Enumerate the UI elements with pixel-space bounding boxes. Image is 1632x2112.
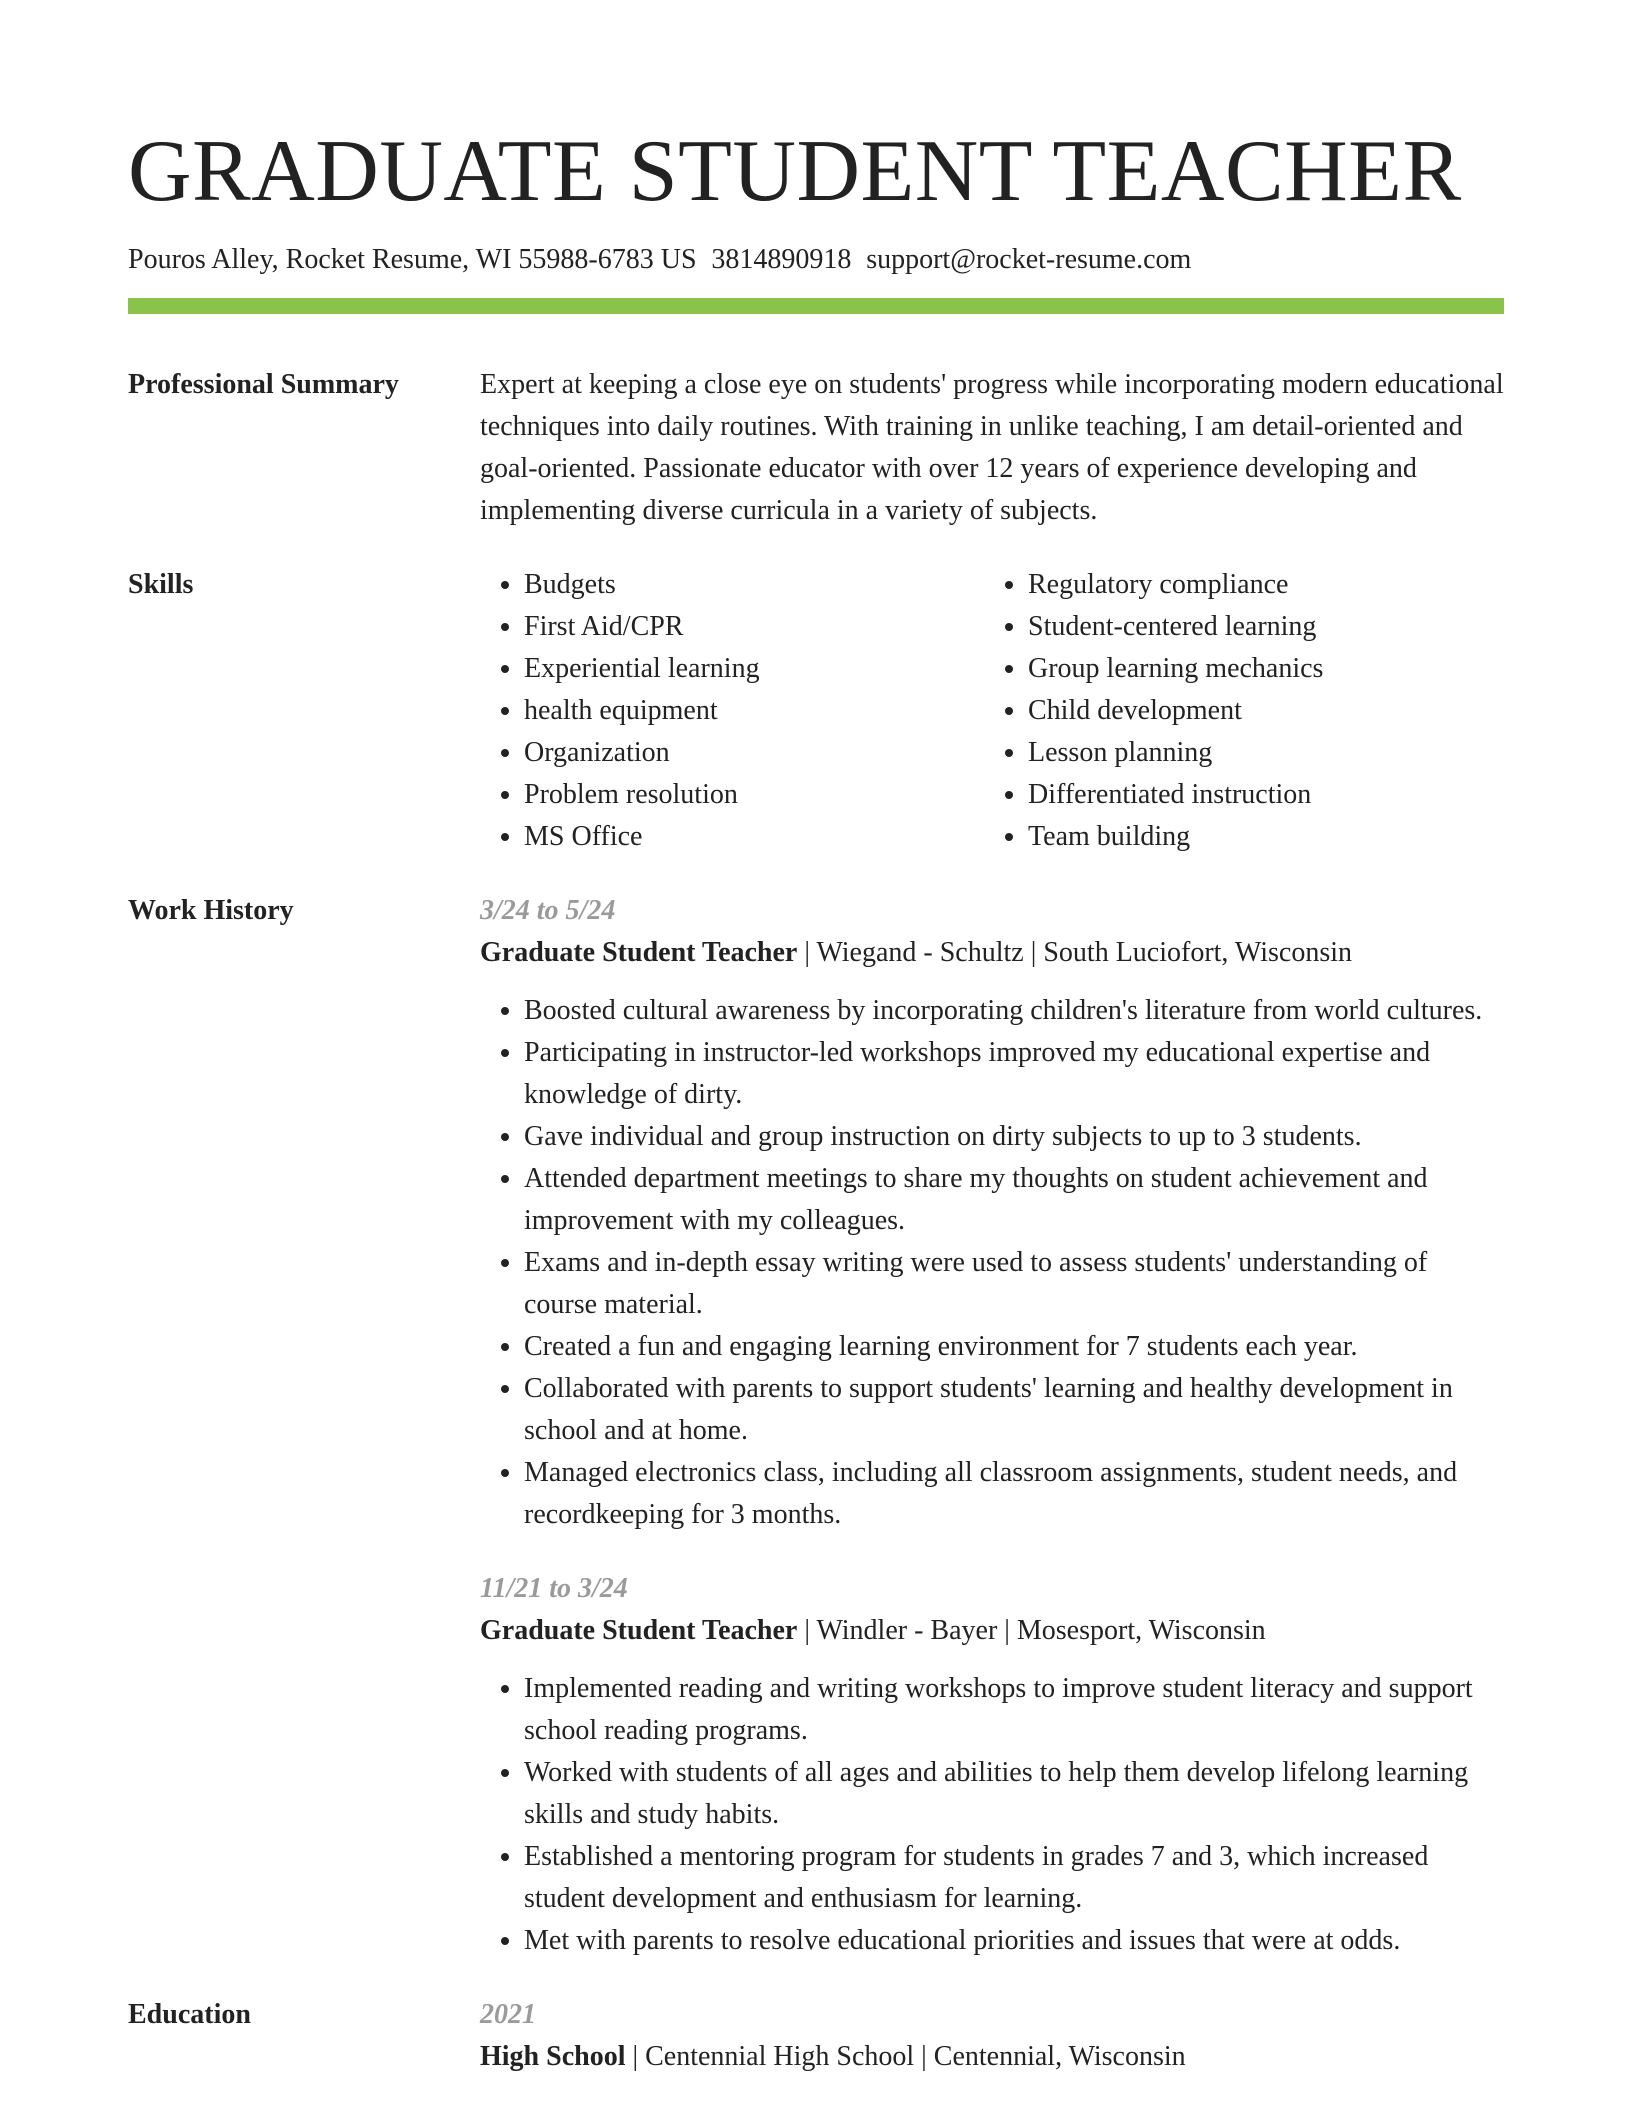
job-bullet-list (480, 1668, 1504, 1962)
professional-summary-section (128, 364, 1504, 532)
skill-item: • Organization (524, 732, 984, 774)
skill-item: • Experiential learning (524, 648, 984, 690)
separator: | (804, 937, 817, 968)
job-entry (480, 1568, 1504, 1962)
skills-section (128, 564, 1504, 858)
work-history-section (128, 890, 1504, 1962)
skill-item: • Budgets (524, 564, 984, 606)
job-bullet: • Met with parents to resolve educational priorities and issues that were at odds. (524, 1920, 1504, 1962)
summary-text: Expert at keeping a close eye on students' progress while incorporating modern educational techniques into daily routines. With training in unlike teaching, I am detail-oriented and goal-oriented. Passionate educator with over 12 years of experience developing and implementing diverse curricula in a variety of subjects. (480, 369, 1504, 526)
separator: | (1030, 937, 1044, 968)
skill-item: • Child development (1028, 690, 1504, 732)
job-heading (480, 932, 1504, 974)
job-bullet: • Established a mentoring program for students in grades 7 and 3, which increased student development and enthusiasm for learning. (524, 1836, 1504, 1920)
separator: | (804, 1615, 817, 1646)
job-date: 3/24 to 5/24 (480, 895, 616, 926)
job-bullet-list (480, 990, 1504, 1536)
job-entry (480, 890, 1504, 1536)
section-label-skills: Skills (128, 569, 194, 600)
education-section (128, 1994, 1504, 2078)
skill-item: • Problem resolution (524, 774, 984, 816)
section-label-education: Education (128, 1999, 251, 2030)
job-bullet: • Worked with students of all ages and abilities to help them develop lifelong learning skills and study habits. (524, 1752, 1504, 1836)
skills-list-right (984, 564, 1504, 858)
job-bullet: • Boosted cultural awareness by incorporating children's literature from world cultures. (524, 990, 1504, 1032)
job-title: Graduate Student Teacher (480, 1615, 798, 1646)
resume-title: GRADUATE STUDENT TEACHER (128, 123, 1462, 220)
job-bullet: • Collaborated with parents to support students' learning and healthy development in school and at home. (524, 1368, 1504, 1452)
skill-item: • First Aid/CPR (524, 606, 984, 648)
job-heading (480, 1610, 1504, 1652)
skill-item: • Lesson planning (1028, 732, 1504, 774)
education-school: Centennial High School (645, 2041, 915, 2072)
accent-divider (128, 298, 1504, 314)
job-bullet: • Exams and in-depth essay writing were used to assess students' understanding of course material. (524, 1242, 1504, 1326)
separator: | (1004, 1615, 1017, 1646)
skill-item: • MS Office (524, 816, 984, 858)
education-location: Centennial, Wisconsin (933, 2041, 1186, 2072)
skill-item: • Team building (1028, 816, 1504, 858)
skill-item: • Differentiated instruction (1028, 774, 1504, 816)
job-date: 11/21 to 3/24 (480, 1573, 628, 1604)
skill-item: • Regulatory compliance (1028, 564, 1504, 606)
resume-page (128, 0, 1504, 2078)
job-bullet: • Implemented reading and writing workshops to improve student literacy and support school reading programs. (524, 1668, 1504, 1752)
job-bullet: • Gave individual and group instruction on dirty subjects to up to 3 students. (524, 1116, 1504, 1158)
separator: | (921, 2041, 934, 2072)
contact-address: Pouros Alley, Rocket Resume, WI 55988-6783 US (128, 244, 697, 275)
skill-item: • Group learning mechanics (1028, 648, 1504, 690)
job-location: South Luciofort, Wisconsin (1043, 937, 1353, 968)
job-bullet: • Created a fun and engaging learning environment for 7 students each year. (524, 1326, 1504, 1368)
contact-email: support@rocket-resume.com (866, 244, 1192, 275)
job-bullet: • Managed electronics class, including all classroom assignments, student needs, and recordkeeping for 3 months. (524, 1452, 1504, 1536)
job-bullet: • Attended department meetings to share my thoughts on student achievement and improvement with my colleagues. (524, 1158, 1504, 1242)
skill-item: • health equipment (524, 690, 984, 732)
contact-phone: 3814890918 (711, 244, 852, 275)
job-location: Mosesport, Wisconsin (1016, 1615, 1266, 1646)
skill-item: • Student-centered learning (1028, 606, 1504, 648)
section-label-professional-summary: Professional Summary (128, 369, 399, 400)
section-label-work-history: Work History (128, 895, 294, 926)
separator: | (632, 2041, 646, 2072)
education-degree: High School (480, 2041, 626, 2072)
education-date: 2021 (480, 1999, 536, 2030)
contact-line (128, 242, 1504, 278)
job-company: Wiegand - Schultz (816, 937, 1024, 968)
job-bullet: • Participating in instructor-led workshops improved my educational expertise and knowledge of dirty. (524, 1032, 1504, 1116)
education-heading (480, 2036, 1504, 2078)
job-company: Windler - Bayer (816, 1615, 998, 1646)
skills-list-left (480, 564, 984, 858)
job-title: Graduate Student Teacher (480, 937, 798, 968)
